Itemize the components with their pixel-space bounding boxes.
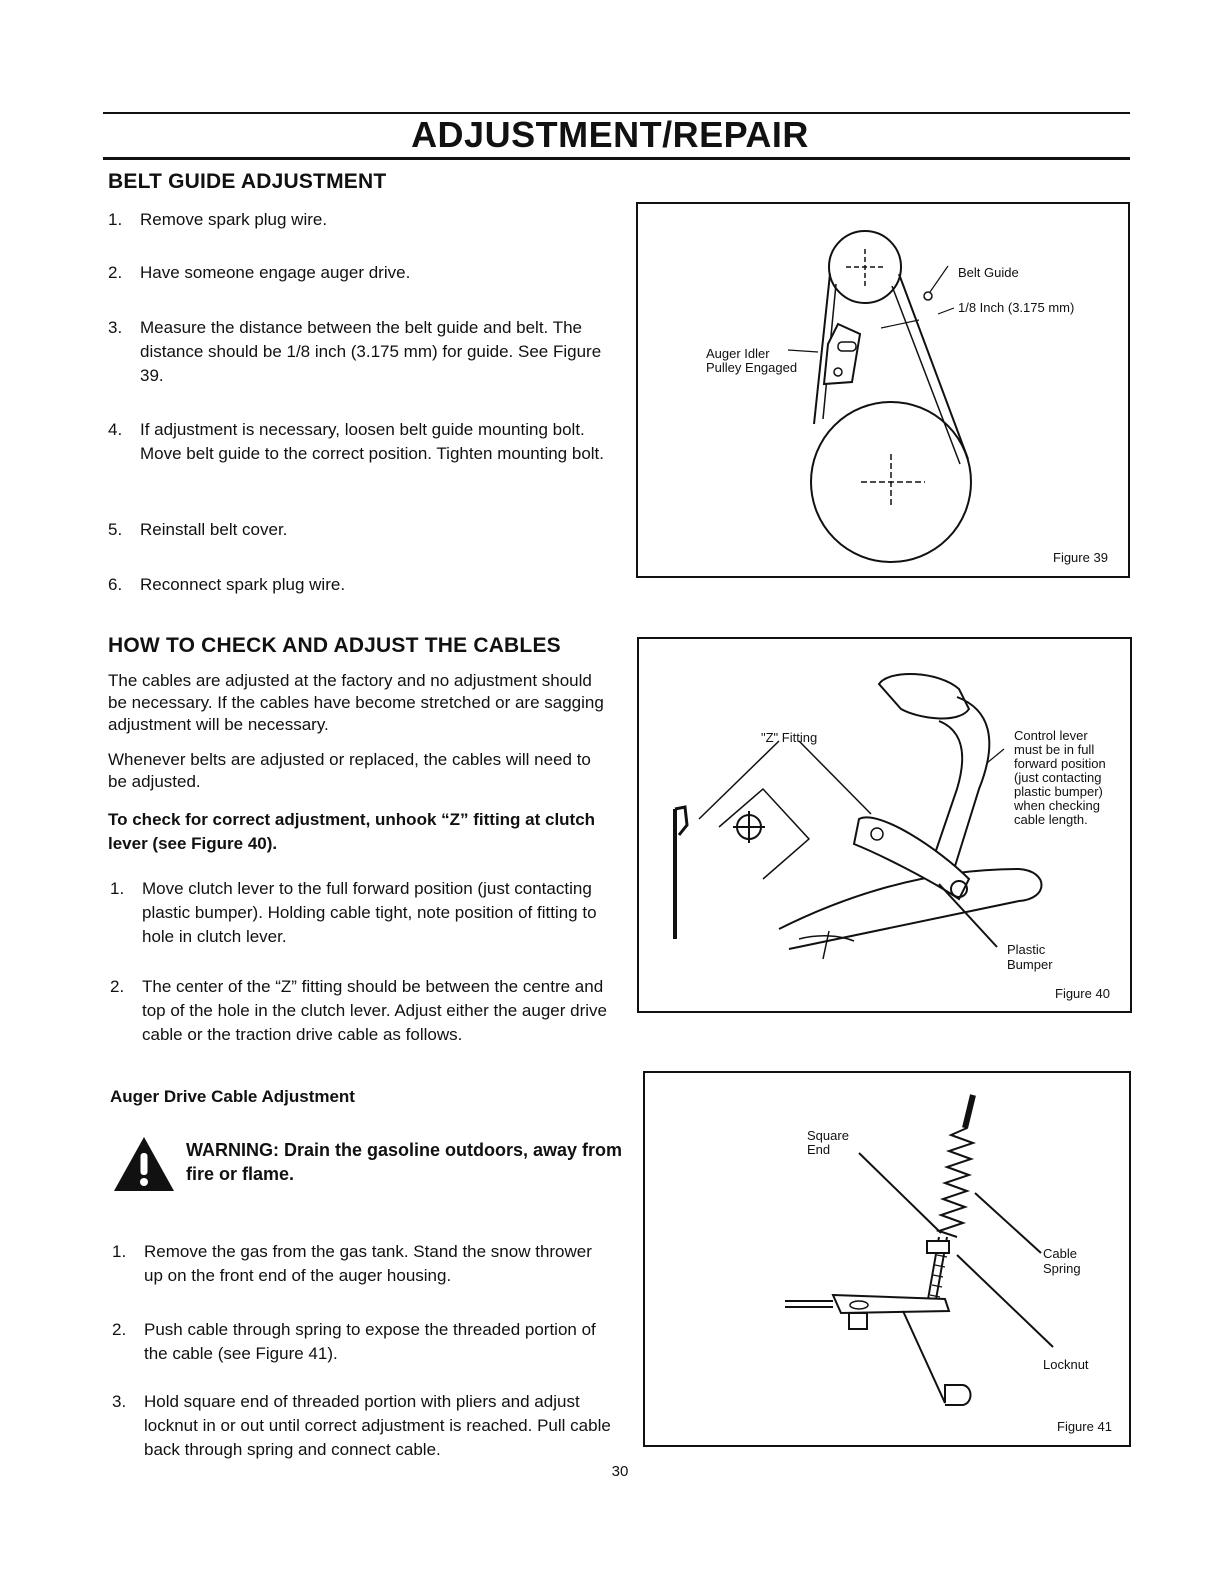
label-control-lever-6: when checking [1014,798,1100,813]
step-text: Hold square end of threaded portion with pliers and adjust locknut in or out until correct adjustment is reached. Pull cable back through spring and connect cable. [144,1392,611,1459]
step-number: 1. [110,879,125,898]
label-z-fitting: "Z" Fitting [761,730,818,745]
cable-spring [939,1128,973,1237]
label-control-lever-5: plastic bumper) [1014,784,1103,799]
step-number: 6. [108,575,123,594]
leader-z-right [799,741,871,814]
page-number: 30 [611,1463,629,1480]
label-cable-spring-1: Cable [1043,1246,1077,1261]
bracket-stud [849,1313,867,1329]
step-text: Push cable through spring to expose the threaded portion of the cable (see Figure 41). [144,1320,596,1363]
step-number: 1. [108,210,123,229]
figure-40-caption: Figure 40 [1055,986,1110,1001]
step-text: Reinstall belt cover. [140,520,288,539]
step-text: Reconnect spark plug wire. [140,575,346,594]
belt-pulley-diagram [638,204,1128,576]
label-control-lever-3: forward position [1014,756,1106,771]
label-bumper-2: Bumper [1007,957,1053,972]
title-underline [103,157,1130,160]
step-text: Remove the gas from the gas tank. Stand the snow thrower up on the front end of the auger housing. [144,1242,592,1285]
frame-tube [779,869,1042,949]
step-number: 2. [112,1320,127,1339]
figure-41-caption: Figure 41 [1057,1419,1112,1434]
step-text: Move clutch lever to the full forward position (just contacting plastic bumper). Holding cable tight, note position of fitting to hole in clutch lever. [142,879,597,946]
auger-cable-heading: Auger Drive Cable Adjustment [110,1087,355,1106]
leader-spring [975,1193,1041,1253]
label-control-lever-1: Control lever [1014,728,1088,743]
leader-z-left [699,741,779,819]
label-locknut: Locknut [1043,1357,1089,1372]
step-text: The center of the “Z” fitting should be between the centre and top of the hole in the clutch lever. Adjust either the auger drive cable or the traction drive cable as follows. [142,977,607,1044]
step-text: Measure the distance between the belt guide and belt. The distance should be 1/8 inch (3.175 mm) for guide. See Figure 39. [140,318,602,385]
label-control-lever-2: must be in full [1014,742,1095,757]
belt-right-inner [892,286,960,464]
leader-square-end [859,1153,941,1233]
step-text: Remove spark plug wire. [140,210,328,229]
label-belt-guide: Belt Guide [958,265,1019,280]
figure-39 [636,202,1130,578]
page-title: ADJUSTMENT/REPAIR [411,114,809,155]
figure-41 [643,1071,1131,1447]
leader-gap [938,308,954,314]
step-number: 3. [108,318,123,337]
lever-arm [903,1311,971,1405]
step-text: If adjustment is necessary, loosen belt guide mounting bolt. Move belt guide to the correct position. Tighten mounting bolt. [140,420,604,463]
figure-39-caption: Figure 39 [1053,550,1108,565]
locknut [927,1241,949,1253]
label-idler-1: Auger Idler [706,346,770,361]
idler-bracket [824,324,860,384]
leader-locknut [957,1255,1053,1347]
label-gap: 1/8 Inch (3.175 mm) [958,300,1075,315]
warning-icon [112,1135,176,1193]
label-square-end-2: End [807,1142,831,1157]
belt-guide-heading: BELT GUIDE ADJUSTMENT [108,170,387,193]
step-number: 5. [108,520,123,539]
handle-grip [879,674,969,718]
step-text: Have someone engage auger drive. [140,263,411,282]
cables-heading: HOW TO CHECK AND ADJUST THE CABLES [108,634,561,657]
label-cable-spring-2: Spring [1043,1261,1081,1276]
label-control-lever-7: cable length. [1014,812,1088,827]
label-bumper-1: Plastic [1007,942,1046,957]
gap-arrow [881,320,919,328]
cable-top [965,1095,973,1128]
step-number: 4. [108,420,123,439]
cables-bold-note: To check for correct adjustment, unhook “Z” fitting at clutch lever (see Figure 40). [108,810,596,853]
warning-text: WARNING: Drain the gasoline outdoors, away from fire or flame. [186,1140,623,1184]
leader-idler [788,350,818,352]
step-number: 3. [112,1392,127,1411]
leader-belt-guide [930,266,948,292]
belt-guide-bolt [924,292,932,300]
label-control-lever-4: (just contacting [1014,770,1102,785]
z-fitting-lever [719,789,809,879]
cables-paragraph-2: Whenever belts are adjusted or replaced, the cables will need to be adjusted. [108,750,591,791]
step-number: 2. [110,977,125,996]
step-number: 2. [108,263,123,282]
label-idler-2: Pulley Engaged [706,360,798,375]
label-square-end-1: Square [807,1128,849,1143]
figure-40 [637,637,1132,1013]
cables-paragraph-1: The cables are adjusted at the factory and no adjustment should be necessary. If the cables have become stretched or are sagging adjustment will be necessary. [108,671,604,734]
step-number: 1. [112,1242,127,1261]
